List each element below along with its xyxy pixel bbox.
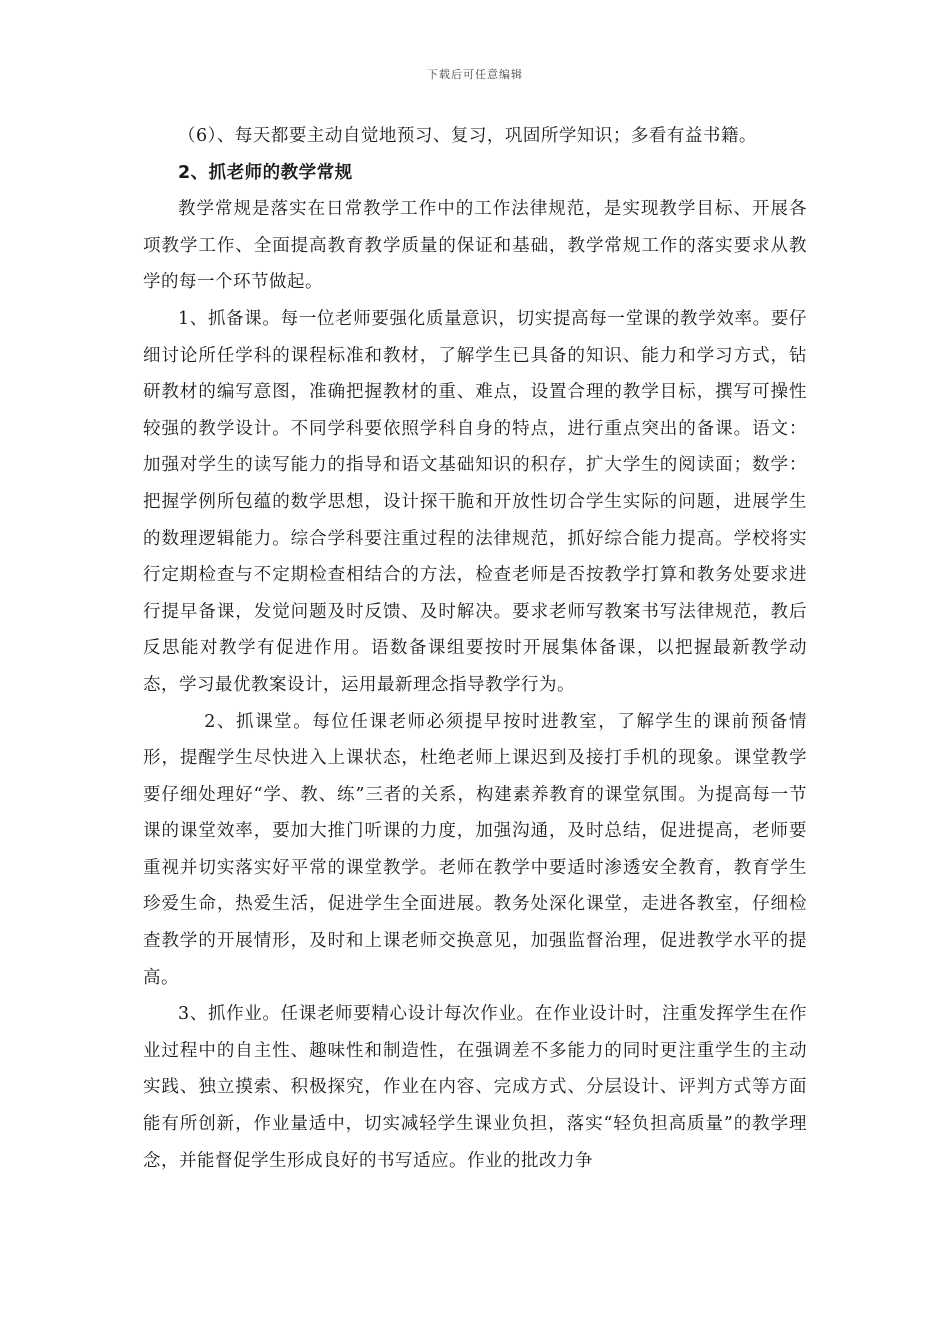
document-body	[143, 118, 807, 1179]
paragraph-lesson-preparation: 1、抓备课。每一位老师要强化质量意识，切实提高每一堂课的教学效率。要仔细讨论所任学科的课程标准和教材，了解学生已具备的知识、能力和学习方式，钻研教材的编写意图，准确把握教材的重、难点，设置合理的教学目标，撰写可操性较强的教学设计。不同学科要依照学科自身的特点，进行重点突出的备课。语文：加强对学生的读写能力的指导和语文基础知识的积存，扩大学生的阅读面；数学：把握学例所包蕴的数学思想，设计探干脆和开放性切合学生实际的问题，进展学生的数理逻辑能力。综合学科要注重过程的法律规范，抓好综合能力提高。学校将实行定期检查与不定期检查相结合的方法，检查老师是否按教学打算和教务处要求进行提早备课，发觉问题及时反馈、及时解决。要求老师写教案书写法律规范，教后反思能对教学有促进作用。语数备课组要按时开展集体备课，以把握最新教学动态，学习最优教案设计，运用最新理念指导教学行为。	[143, 308, 807, 695]
paragraph-classroom: 2、抓课堂。每位任课老师必须提早按时进教室，了解学生的课前预备情形，提醒学生尽快进入上课状态，杜绝老师上课迟到及接打手机的现象。课堂教学要仔细处理好“学、教、练”三者的关系，构建素养教育的课堂氛围。为提高每一节课的课堂效率，要加大推门听课的力度，加强沟通，及时总结，促进提高，老师要重视并切实落实好平常的课堂教学。老师在教学中要适时渗透安全教育，教育学生珍爱生命，热爱生活，促进学生全面进展。教务处深化课堂，走进各教室，仔细检查教学的开展情形，及时和上课老师交换意见，加强监督治理，促进教学水平的提高。	[143, 711, 807, 988]
paragraph-homework: 3、抓作业。任课老师要精心设计每次作业。在作业设计时，注重发挥学生在作业过程中的自主性、趣味性和制造性，在强调差不多能力的同时更注重学生的主动实践、独立摸索、积极探究，作业在内容、完成方式、分层设计、评判方式等方面能有所创新，作业量适中，切实减轻学生课业负担，落实“轻负担高质量”的教学理念，并能督促学生形成良好的书写适应。作业的批改力争	[143, 1004, 807, 1171]
section-heading-teaching-routine: 2、抓老师的教学常规	[178, 162, 353, 183]
paragraph-study-habits: （6）、每天都要主动自觉地预习、复习，巩固所学知识；多看有益书籍。	[178, 126, 757, 146]
paragraph-routine-intro: 教学常规是落实在日常教学工作中的工作法律规范，是实现教学目标、开展各项教学工作、全面提高教育教学质量的保证和基础，教学常规工作的落实要求从教学的每一个环节做起。	[143, 199, 807, 293]
page-header: 下载后可任意编辑	[427, 68, 523, 81]
